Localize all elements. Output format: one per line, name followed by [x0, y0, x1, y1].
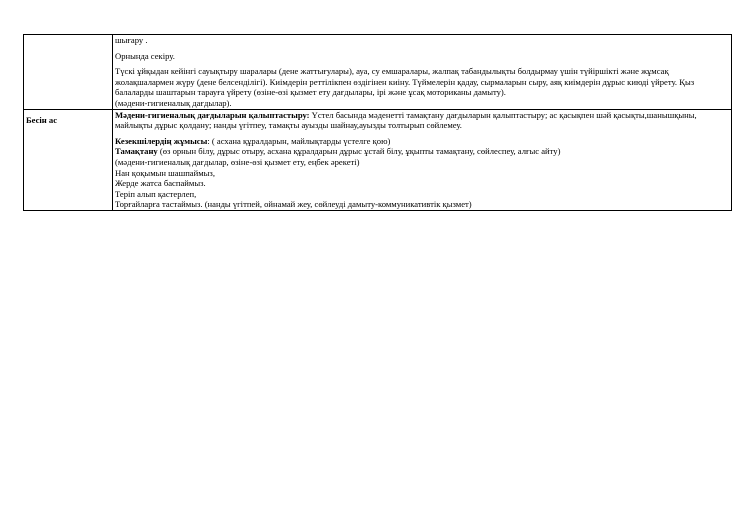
table-row	[24, 109, 732, 210]
row-label-cell	[24, 35, 113, 110]
text-paragraph: Түскі ұйқыдан кейінгі сауықтыру шаралары (дене жаттығулары), ауа, су емшаралары, жалпақ табандылықты болдырмау үшін түйіршікті және жұмсақ жолақшалармен жүру (дене белсенділігі). Киімдерін реттілікпен өздігінен киіну. Түймелерін қадау, сырмаларын сыру, аяқ киімдерін дұрыс киюді үйрету. Қыз балаларды шаштарын тарауға үйрету (өзіне-өзі қызмет ету дағдылары, ірі және ұсақ моториканы дамыту).	[115, 66, 695, 98]
bold-heading: Тамақтану	[115, 146, 158, 157]
text-paragraph	[115, 110, 729, 131]
bold-heading: Кезекшілердің жұмысы	[115, 135, 208, 146]
schedule-table	[23, 34, 732, 211]
text-line: Орнында секіру.	[115, 50, 175, 61]
row-content-cell	[113, 35, 732, 110]
heading-text: (өз орнын білу, дұрыс отыру, асхана құралдарын дұрыс ұстай білу, ұқыпты тамақтану, сөйлеспеу, алғыс айту)	[157, 146, 561, 157]
bold-heading: Мәдени-гигиеналық дағдыларын қалыптастыру:	[115, 109, 310, 120]
heading-text: Үстел басында мәденетті тамақтану дағдыларын қалыптастыру; ас қасықпен шәй қасықты,шанышқыны, майлықты дұрыс қолдану; нанды үгітпеу, тамақты ауызды шайнау,ауызды толтырып сөйлемеу.	[115, 109, 697, 131]
row-label-cell	[24, 109, 113, 210]
text-line: Теріп алып қастерлеп,	[115, 188, 197, 199]
row-label: Бесін ас	[26, 114, 58, 125]
text-line: шығару .	[115, 35, 148, 45]
text-paragraph	[115, 146, 729, 157]
row-content-cell	[113, 109, 732, 210]
text-paragraph	[115, 136, 729, 147]
text-line: Торғайларға тастаймыз. (нанды үгітпей, ойнамай жеу, сөйлеуді дамыту-коммуникативтік қызмет)	[115, 199, 472, 210]
text-line: Жерде жатса баспаймыз.	[115, 178, 206, 189]
text-line: Нан қоқымын шашпаймыз,	[115, 167, 215, 178]
text-line: (мәдени-гигиеналық дағдылар).	[115, 97, 232, 108]
text-line: (мәдени-гигиеналық дағдылар, өзіне-өзі қызмет ету, еңбек әрекеті)	[115, 156, 360, 167]
heading-text: : ( асхана құралдарын, майлықтарды үстелге қою)	[207, 135, 391, 146]
table-row	[24, 35, 732, 110]
